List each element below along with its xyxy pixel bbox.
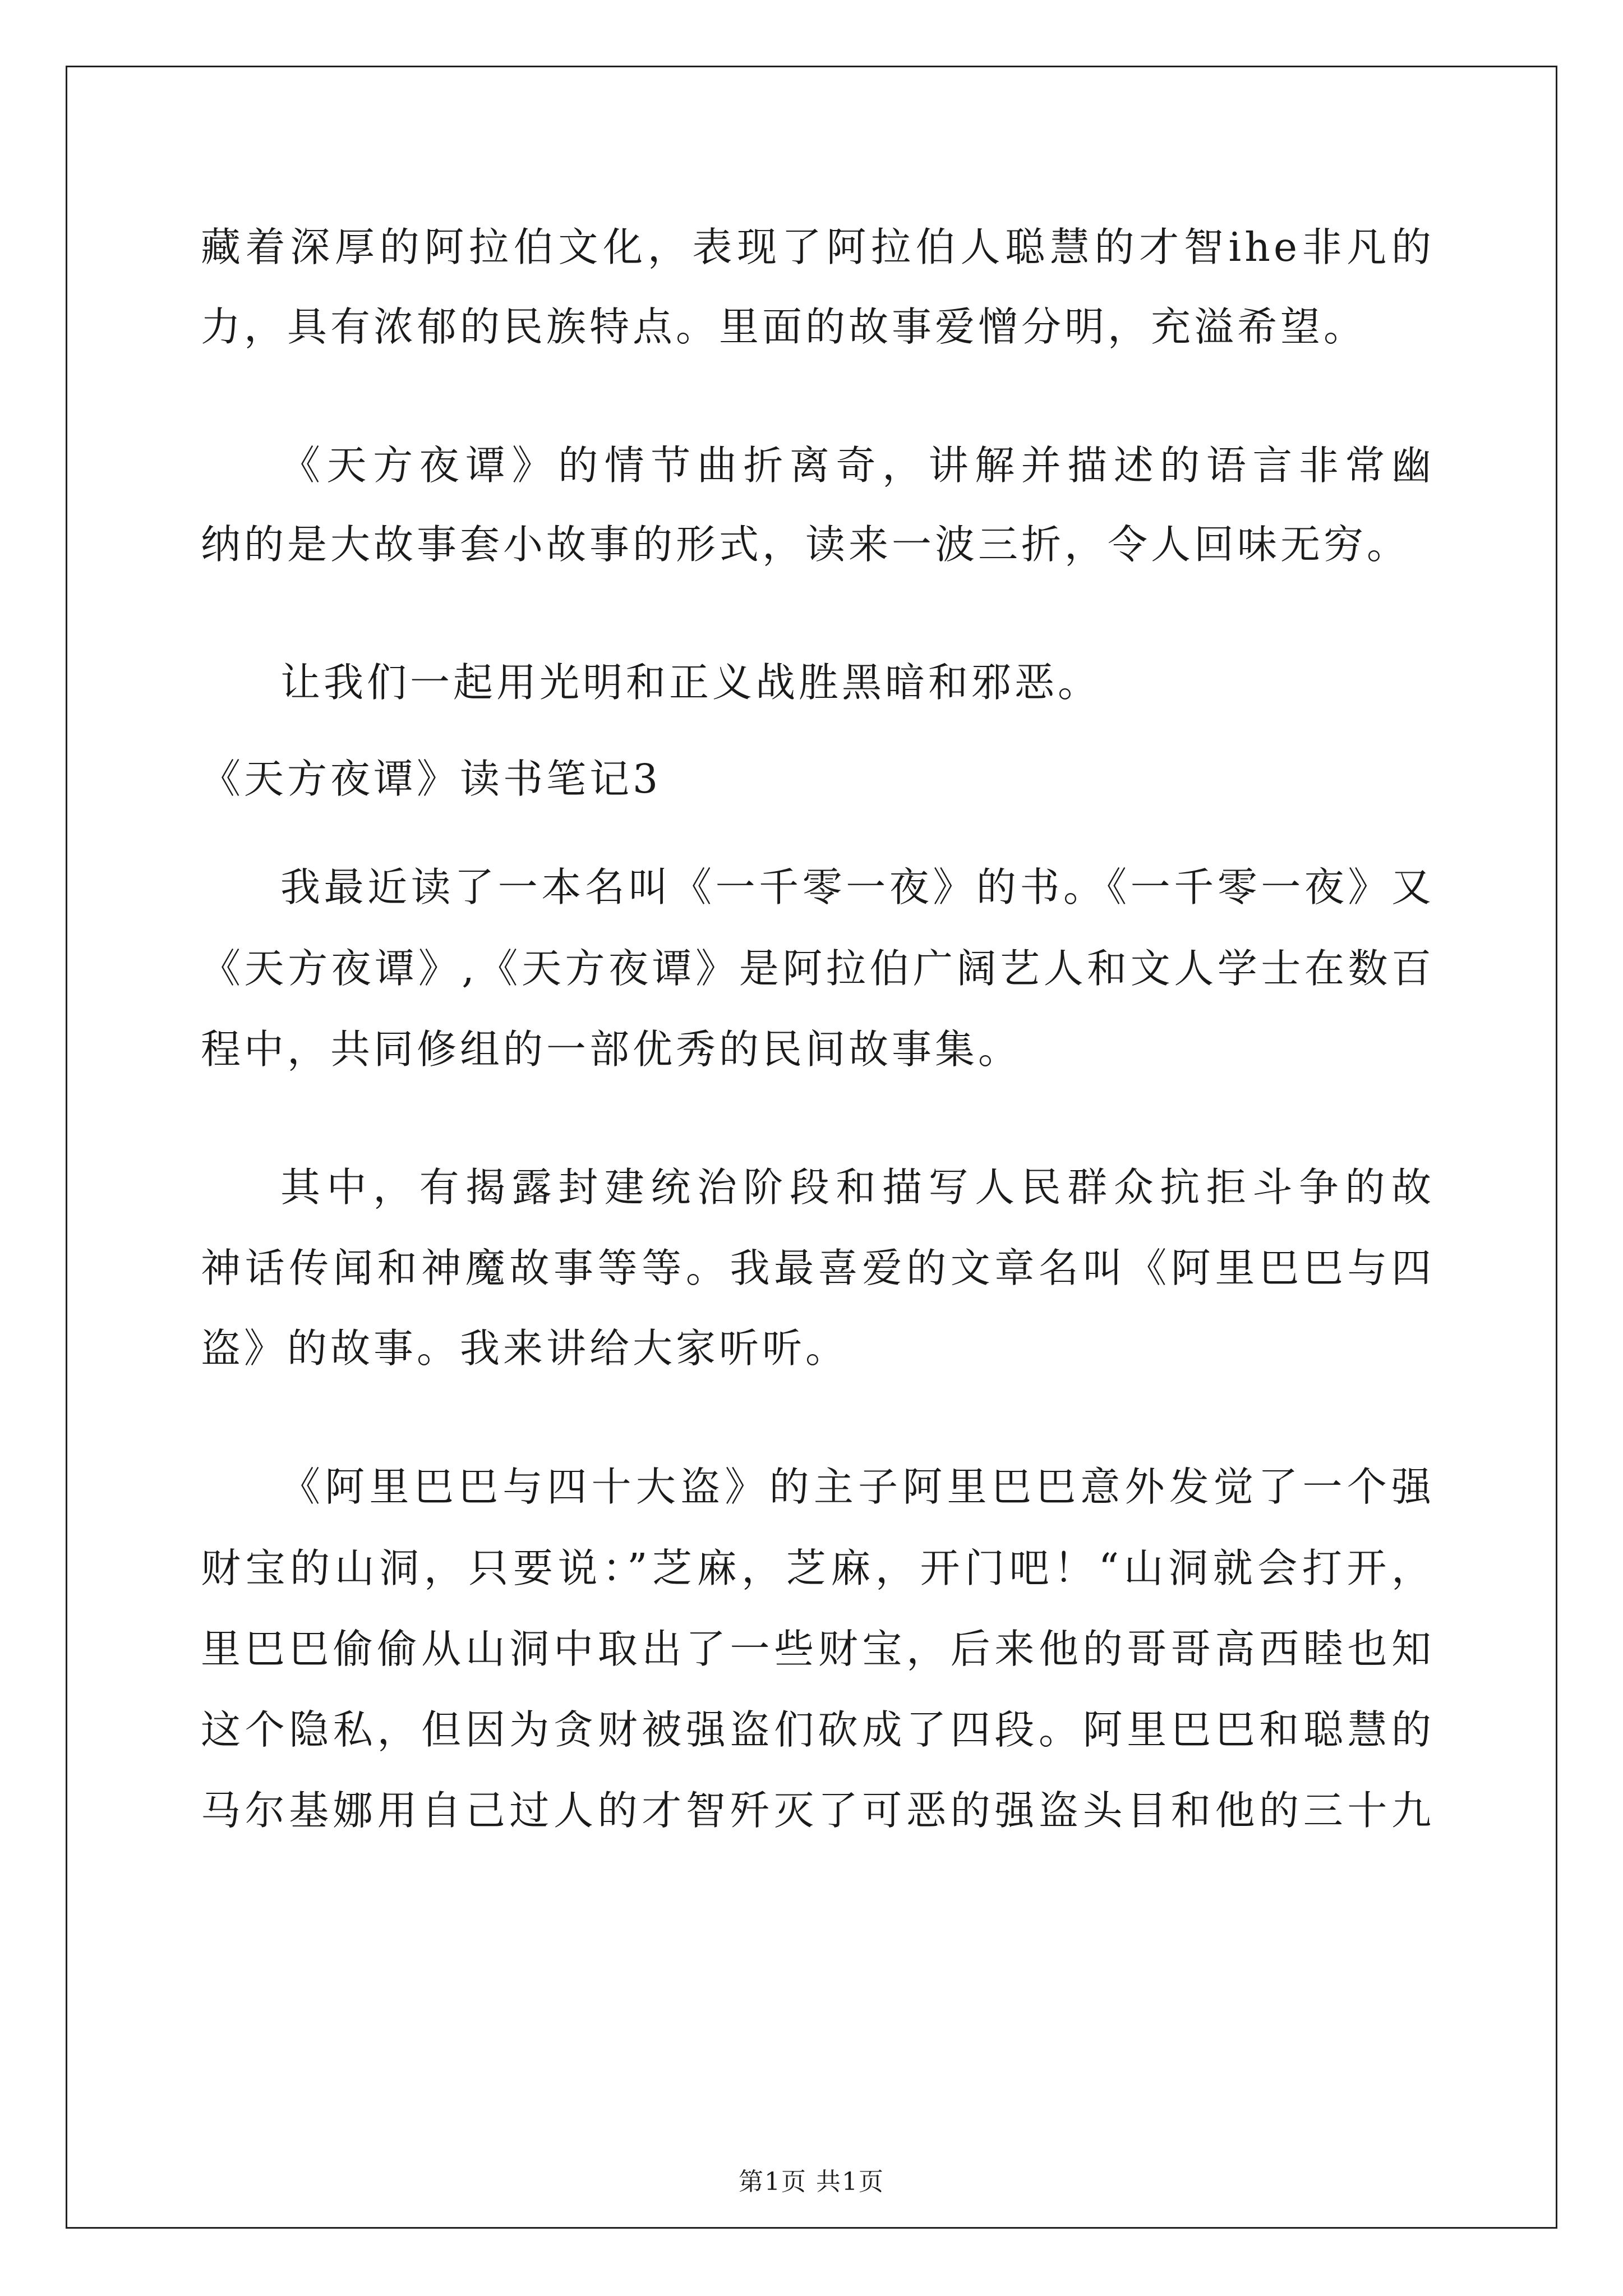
text-line-11: 神话传闻和神魔故事等等。我最喜爱的文章名叫《阿里巴巴与四	[201, 1245, 1435, 1291]
text-line-2: 力，具有浓郁的民族特点。里面的故事爱憎分明，充溢希望。	[201, 303, 1367, 350]
text-line-3: 《天方夜谭》的情节曲折离奇，讲解并描述的语言非常幽	[280, 442, 1435, 489]
text-line-10: 其中，有揭露封建统治阶段和描写人民群众抗拒斗争的故	[280, 1164, 1435, 1211]
text-line-8: 《天方夜谭》,《天方夜谭》是阿拉伯广阔艺人和文人学士在数百	[201, 945, 1435, 992]
text-line-7: 我最近读了一本名叫《一千零一夜》的书。《一千零一夜》又	[280, 864, 1435, 910]
page-border	[66, 66, 1557, 2229]
text-line-1: 藏着深厚的阿拉伯文化，表现了阿拉伯人聪慧的才智ihe非凡的	[201, 224, 1435, 270]
text-line-16: 这个隐私，但因为贪财被强盗们砍成了四段。阿里巴巴和聪慧的	[201, 1706, 1435, 1753]
text-line-15: 里巴巴偷偷从山洞中取出了一些财宝，后来他的哥哥高西睦也知	[201, 1626, 1435, 1672]
text-line-12: 盗》的故事。我来讲给大家听听。	[201, 1325, 849, 1372]
text-line-17: 马尔基娜用自己过人的才智歼灭了可恶的强盗头目和他的三十九	[201, 1787, 1435, 1834]
page-number-footer: 第1页 共1页	[739, 2168, 884, 2196]
text-line-14: 财宝的山洞，只要说：”芝麻，芝麻，开门吧！“山洞就会打开，	[201, 1545, 1435, 1591]
text-line-4: 纳的是大故事套小故事的形式，读来一波三折，令人回味无穷。	[201, 521, 1410, 568]
text-line-13: 《阿里巴巴与四十大盗》的主子阿里巴巴意外发觉了一个强	[280, 1464, 1435, 1510]
text-line-5: 让我们一起用光明和正义战胜黑暗和邪恶。	[280, 659, 1101, 706]
text-line-9: 程中，共同修组的一部优秀的民间故事集。	[201, 1026, 1022, 1073]
section-heading: 《天方夜谭》读书笔记3	[201, 756, 662, 802]
